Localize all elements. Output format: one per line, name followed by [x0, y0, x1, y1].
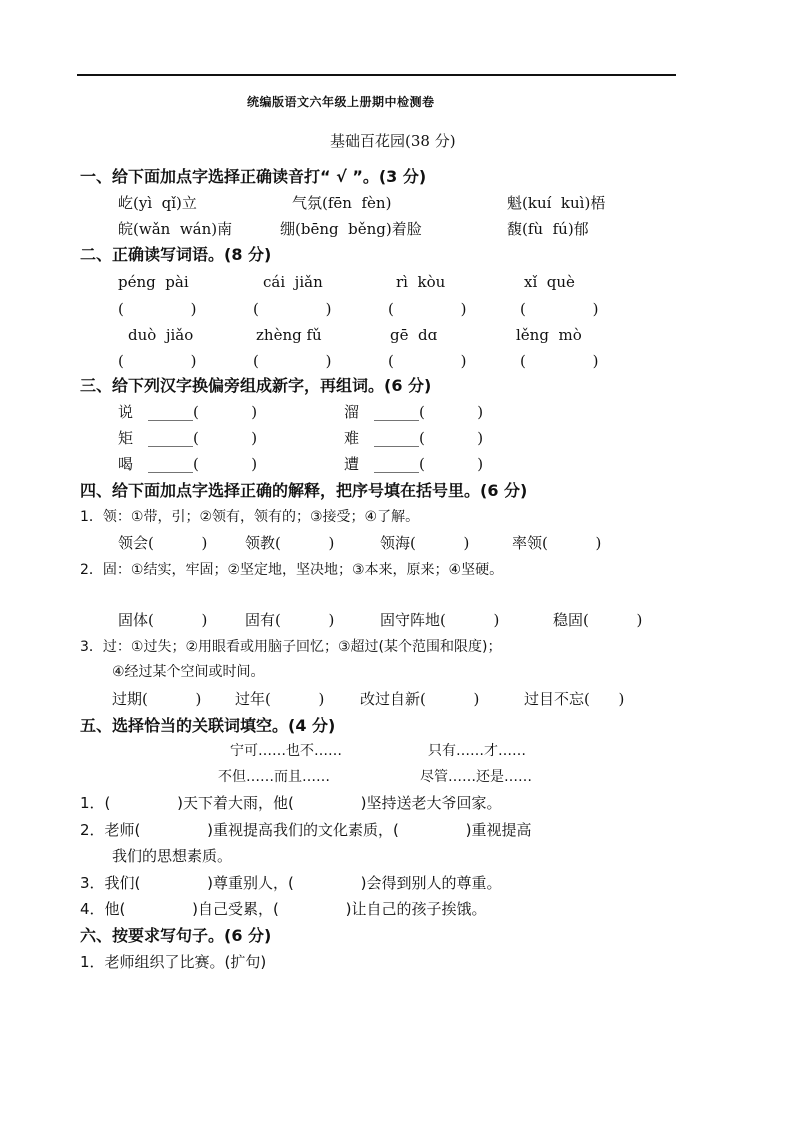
- pinyin-prompt: zhèng fǔ: [256, 326, 322, 344]
- s5-question[interactable]: 1．( )天下着大雨，他( )坚持送老大爷回家。: [80, 794, 502, 812]
- answer-blank[interactable]: ______( ): [374, 403, 484, 421]
- answer-blank[interactable]: ______( ): [148, 429, 258, 447]
- s4-q3-definition-cont: ④经过某个空间或时间。: [112, 664, 265, 680]
- s3-char: 遭: [344, 455, 360, 473]
- answer-blank[interactable]: 固体( ): [118, 611, 208, 629]
- s3-char: 溜: [344, 403, 360, 421]
- answer-blank[interactable]: ( ): [520, 300, 599, 318]
- pinyin-prompt: gē dɑ: [390, 326, 438, 344]
- section-2-heading: 二、正确读写词语。(8 分): [80, 245, 272, 264]
- answer-blank[interactable]: ______( ): [374, 455, 484, 473]
- s5-question[interactable]: 4．他( )自己受累，( )让自己的孩子挨饿。: [80, 900, 487, 918]
- answer-blank[interactable]: 稳固( ): [553, 611, 643, 629]
- section-3-heading: 三、给下列汉字换偏旁组成新字，再组词。(6 分): [80, 376, 432, 395]
- conjunction-option: 宁可……也不……: [230, 743, 342, 759]
- section-5-heading: 五、选择恰当的关联词填空。(4 分): [80, 716, 336, 735]
- s1-item: 馥(fù fú)郁: [507, 220, 589, 238]
- pinyin-prompt: cái jiǎn: [263, 273, 323, 291]
- answer-blank[interactable]: 领海( ): [380, 534, 470, 552]
- s1-item: 皖(wǎn wán)南: [118, 220, 233, 238]
- pinyin-prompt: péng pài: [118, 273, 189, 291]
- answer-blank[interactable]: ______( ): [374, 429, 484, 447]
- doc-subtitle: 基础百花园(38 分): [330, 132, 456, 150]
- s3-char: 矩: [118, 429, 134, 447]
- answer-blank[interactable]: 固有( ): [245, 611, 335, 629]
- s1-item: 气氛(fēn fèn): [292, 194, 392, 212]
- top-rule: [77, 74, 676, 76]
- answer-blank[interactable]: ______( ): [148, 403, 258, 421]
- answer-blank[interactable]: ( ): [253, 300, 332, 318]
- answer-blank[interactable]: ( ): [388, 300, 467, 318]
- answer-blank[interactable]: ( ): [253, 352, 332, 370]
- conjunction-option: 只有……才……: [428, 743, 526, 759]
- answer-blank[interactable]: 过期( ): [112, 690, 202, 708]
- s3-char: 喝: [118, 455, 134, 473]
- s1-item: 绷(bēng běng)着脸: [280, 220, 422, 238]
- answer-blank[interactable]: ( ): [388, 352, 467, 370]
- conjunction-option: 不但……而且……: [218, 769, 330, 785]
- s1-item: 魁(kuí kuì)梧: [507, 194, 606, 212]
- s4-q2-definition: 2．固：①结实，牢固；②坚定地，坚决地；③本来，原来；④坚硬。: [80, 562, 504, 578]
- answer-blank[interactable]: ______( ): [148, 455, 258, 473]
- section-1-heading: 一、给下面加点字选择正确读音打“ √ ”。(3 分): [80, 167, 427, 186]
- s4-q1-definition: 1．领：①带，引；②领有，领有的；③接受；④了解。: [80, 509, 420, 525]
- answer-blank[interactable]: 过目不忘( ): [524, 690, 625, 708]
- answer-blank[interactable]: ( ): [118, 300, 197, 318]
- answer-blank[interactable]: ( ): [118, 352, 197, 370]
- s5-question[interactable]: 3．我们( )尊重别人，( )会得到别人的尊重。: [80, 874, 502, 892]
- s5-question-cont: 我们的思想素质。: [112, 847, 233, 865]
- section-6-heading: 六、按要求写句子。(6 分): [80, 926, 272, 945]
- answer-blank[interactable]: 改过自新( ): [360, 690, 480, 708]
- section-4-heading: 四、给下面加点字选择正确的解释，把序号填在括号里。(6 分): [80, 481, 528, 500]
- answer-blank[interactable]: 固守阵地( ): [380, 611, 500, 629]
- doc-title: 统编版语文六年级上册期中检测卷: [247, 95, 435, 109]
- pinyin-prompt: xǐ què: [524, 273, 575, 291]
- answer-blank[interactable]: 率领( ): [512, 534, 602, 552]
- answer-blank[interactable]: 过年( ): [235, 690, 325, 708]
- conjunction-option: 尽管……还是……: [420, 769, 532, 785]
- s6-question: 1．老师组织了比赛。(扩句): [80, 953, 267, 971]
- pinyin-prompt: lěng mò: [516, 326, 582, 344]
- pinyin-prompt: duò jiǎo: [128, 326, 194, 344]
- s3-char: 难: [344, 429, 360, 447]
- answer-blank[interactable]: ( ): [520, 352, 599, 370]
- answer-blank[interactable]: 领教( ): [245, 534, 335, 552]
- s5-question[interactable]: 2．老师( )重视提高我们的文化素质，( )重视提高: [80, 821, 532, 839]
- s3-char: 说: [118, 403, 134, 421]
- answer-blank[interactable]: 领会( ): [118, 534, 208, 552]
- s1-item: 屹(yì qǐ)立: [118, 194, 197, 212]
- pinyin-prompt: rì kòu: [396, 273, 446, 291]
- s4-q3-definition: 3．过：①过失；②用眼看或用脑子回忆；③超过(某个范围和限度)；: [80, 639, 502, 655]
